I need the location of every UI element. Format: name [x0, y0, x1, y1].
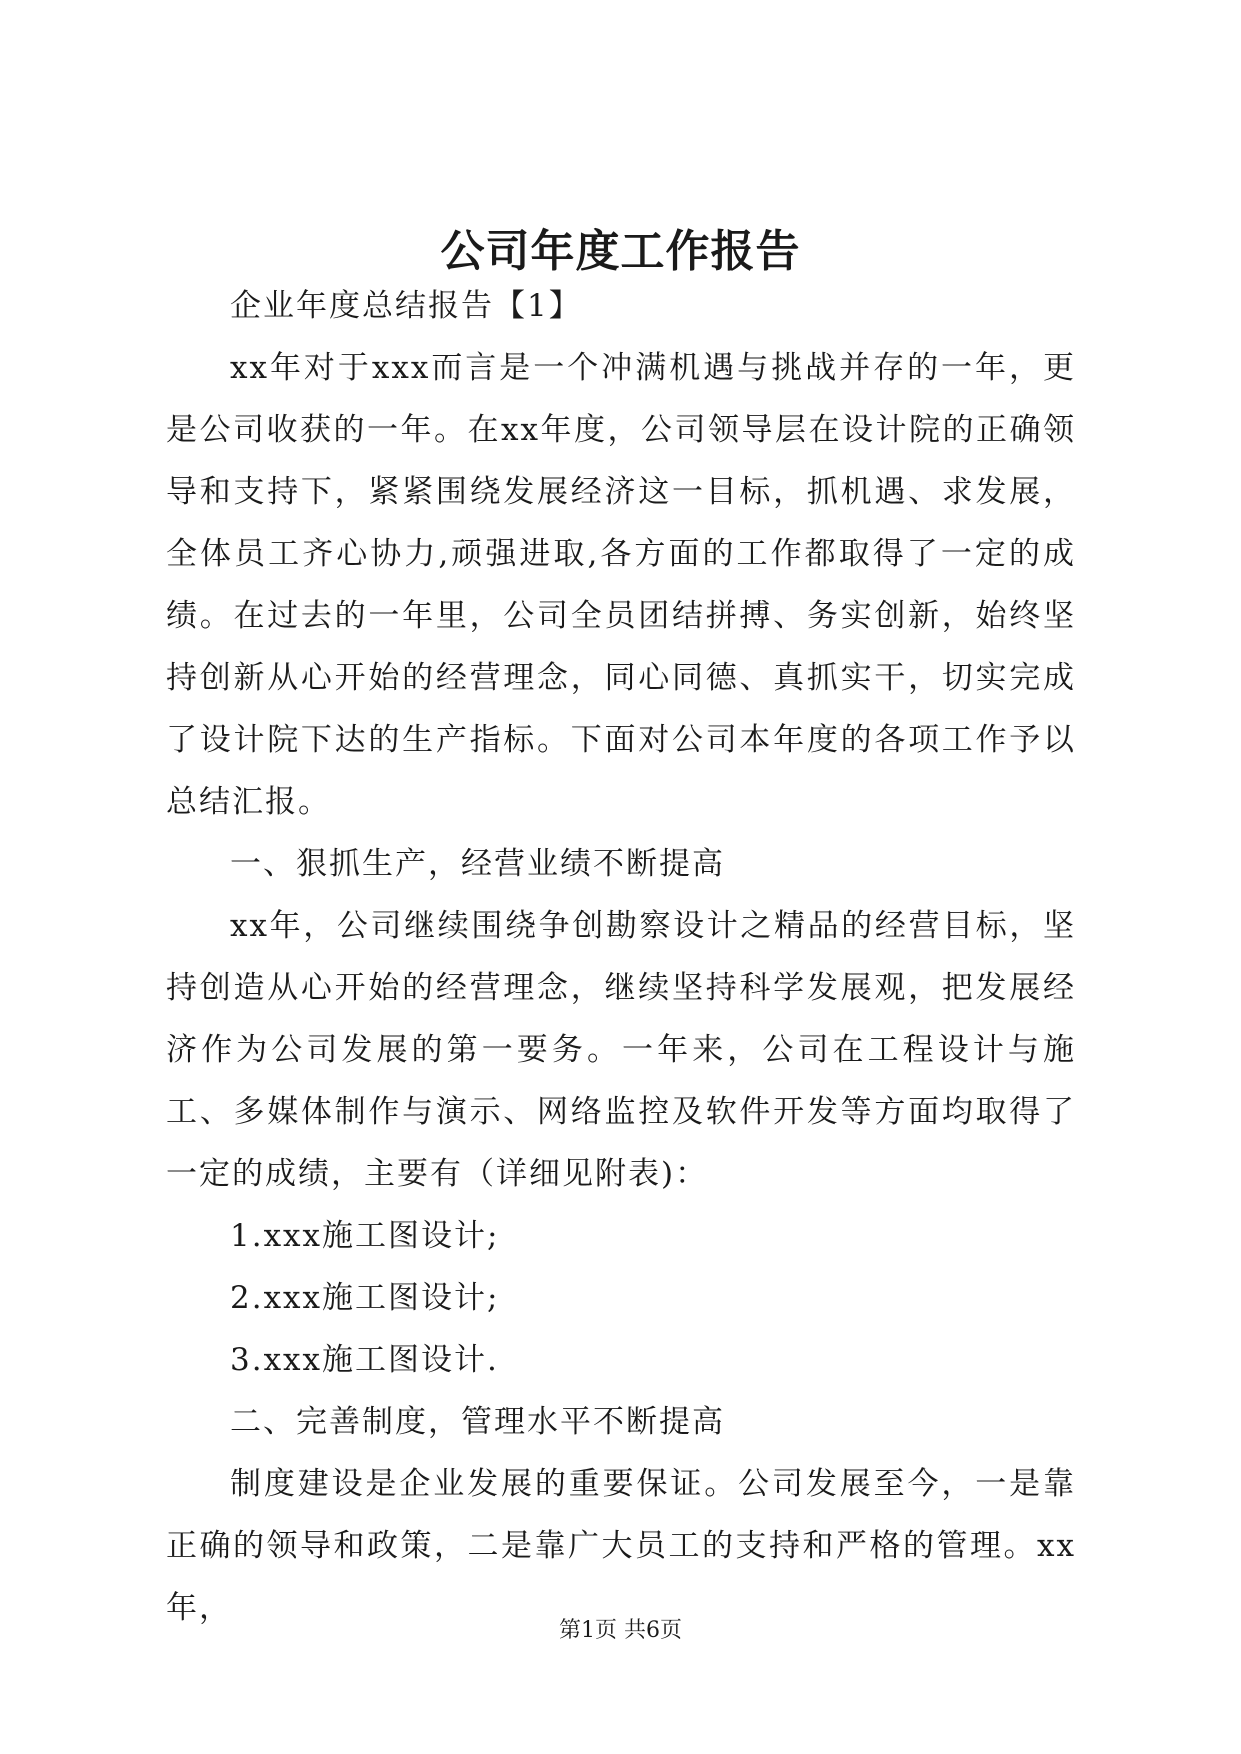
paragraph: 制度建设是企业发展的重要保证。公司发展至今，一是靠正确的领导和政策，二是靠广大员工的支持和严格的管理。xx年， — [166, 1466, 1076, 1626]
section-heading: 一、狠抓生产，经营业绩不断提高 — [230, 846, 725, 882]
list-item: 2.xxx施工图设计; — [230, 1280, 500, 1316]
paragraph: xx年对于xxx而言是一个冲满机遇与挑战并存的一年，更是公司收获的一年。在xx年度，公司领导层在设计院的正确领导和支持下，紧紧围绕发展经济这一目标，抓机遇、求发展，全体员工齐心协力,顽强进取,各方面的工作都取得了一定的成绩。在过去的一年里，公司全员团结拼搏、务实创新，始终坚持创新从心开始的经营理念，同心同德、真抓实干，切实完成了设计院下达的生产指标。下面对公司本年度的各项工作予以总结汇报。 — [166, 350, 1076, 820]
list-item: 3.xxx施工图设计. — [230, 1342, 499, 1378]
section-heading: 二、完善制度，管理水平不断提高 — [230, 1404, 725, 1440]
section-heading: 企业年度总结报告【1】 — [230, 288, 582, 324]
document-title: 公司年度工作报告 — [440, 226, 801, 277]
list-item: 1.xxx施工图设计; — [230, 1218, 500, 1254]
paragraph: xx年，公司继续围绕争创勘察设计之精品的经营目标，坚持创造从心开始的经营理念，继续坚持科学发展观，把发展经济作为公司发展的第一要务。一年来，公司在工程设计与施工、多媒体制作与演示、网络监控及软件开发等方面均取得了一定的成绩，主要有（详细见附表)： — [166, 908, 1076, 1192]
page-number: 第1页 共6页 — [559, 1618, 682, 1643]
document-body — [166, 275, 1076, 1639]
